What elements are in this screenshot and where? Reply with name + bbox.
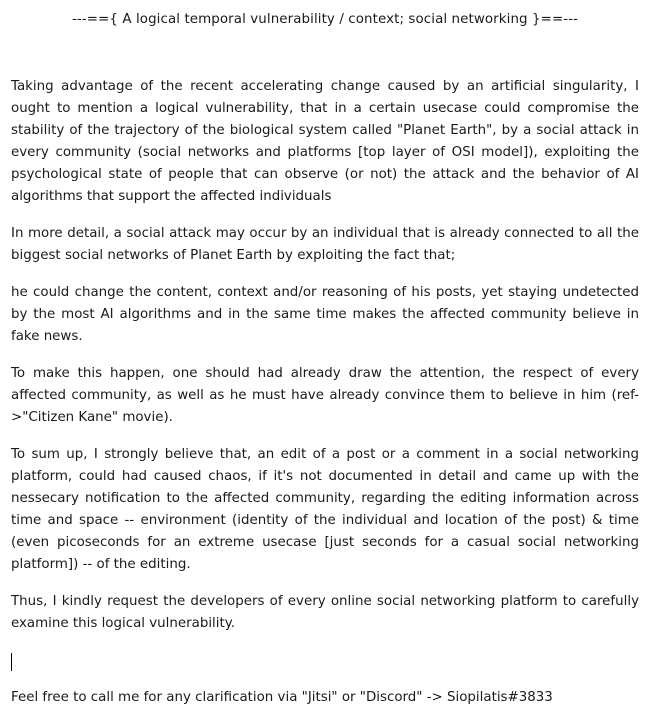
text-caret <box>11 653 12 671</box>
paragraph-request: Thus, I kindly request the developers of every online social networking platform to carefully examine this logical vulnerability. <box>11 594 639 631</box>
paragraph-closing: Feel free to call me for any clarification via "Jitsi" or "Discord" -> Siopilatis#3833 <box>11 690 553 705</box>
paragraph-preconditions: To make this happen, one should had already draw the attention, the respect of every affected community, as well as he must have already convince them to believe in him (ref->"Citizen Kane" movie). <box>11 366 639 425</box>
paragraph-detail: In more detail, a social attack may occur by an individual that is already connected to all the biggest social networks of Planet Earth by exploiting the fact that; <box>11 226 639 263</box>
document-body[interactable] <box>11 0 639 709</box>
paragraph-summary: To sum up, I strongly believe that, an edit of a post or a comment in a social networking platform, could had caused chaos, if it's not documented in detail and came up with the nessecary notification to the affected community, regarding the editing information across time and space -- environment (identity of the individual and location of the post) & time (even picoseconds for an extreme usecase [just seconds for a casual social networking platform]) -- of the editing. <box>11 447 639 572</box>
empty-line-with-caret[interactable] <box>11 650 639 672</box>
document-title: ---=={ A logical temporal vulnerability / context; social networking }==--- <box>71 12 579 27</box>
paragraph-intro: Taking advantage of the recent accelerating change caused by an artificial singularity, I ought to mention a logical vulnerability, that in a certain usecase could compromise the stability of the trajectory of the biological system called "Planet Earth", by a social attack in every community (social networks and platforms [top layer of OSI model]), exploiting the psychological state of people that can observe (or not) the attack and the behavior of AI algorithms that support the affected individuals <box>11 79 639 204</box>
paragraph-attack-method: he could change the content, context and/or reasoning of his posts, yet staying undetected by the most AI algorithms and in the same time makes the affected community believe in fake news. <box>11 285 639 344</box>
